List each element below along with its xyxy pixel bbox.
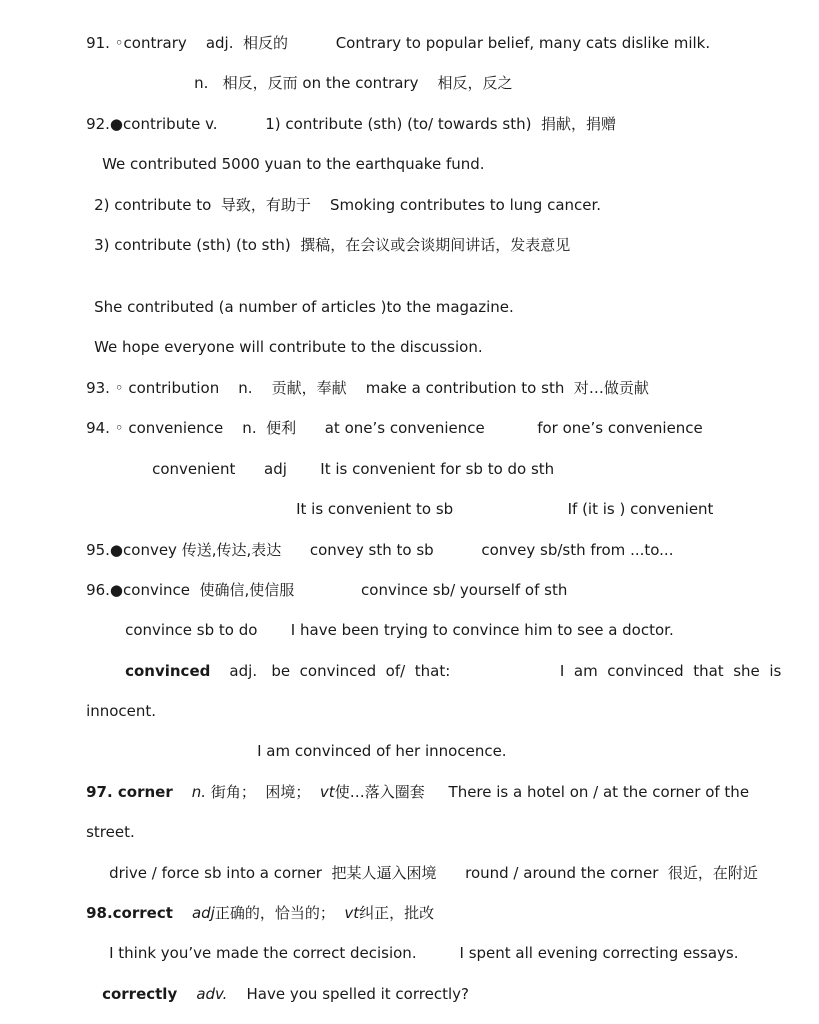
spacer	[173, 783, 192, 801]
line-text: 纠正，批改	[359, 904, 435, 922]
line-text: She contributed (a number of articles )to the magazine.	[94, 298, 514, 316]
entry-97-corner	[67, 762, 749, 822]
line-text: innocent.	[86, 702, 157, 720]
line-text: 94. ◦ convenience n. 便利 at one’s convenience for one’s convenience	[86, 419, 703, 437]
line-text: 95.●convey 传送,传达,表达 convey sth to sb convey sb/sth from ...to...	[86, 541, 674, 559]
line-text: street.	[86, 823, 135, 841]
pos-adv: adv.	[196, 985, 228, 1003]
line-text: 3) contribute (sth) (to sth) 撰稿，在会议或会谈期间讲话，发表意见	[94, 236, 571, 254]
headword-corner: 97. corner	[86, 783, 173, 801]
headword-correct: 98.correct	[86, 904, 173, 922]
pos-vt: vt	[344, 904, 360, 922]
line-text: drive / force sb into a corner 把某人逼入困境 round / around the corner 很近，在附近	[109, 864, 758, 882]
line-text: Have you spelled it correctly?	[227, 985, 469, 1003]
line-text: n. 相反，反而 on the contrary 相反，反之	[194, 74, 513, 92]
entry-96-continuation	[67, 681, 156, 741]
line-text: 街角； 困境；	[206, 783, 320, 801]
line-text: convenient adj It is convenient for sb to do sth	[152, 460, 555, 478]
line-text: 2) contribute to 导致，有助于 Smoking contributes to lung cancer.	[94, 196, 602, 214]
line-text: 93. ◦ contribution n. 贡献，奉献 make a contribution to sth 对…做贡献	[86, 379, 649, 397]
headword-convinced: convinced	[125, 662, 211, 680]
line-text: convince sb to do I have been trying to convince him to see a doctor.	[125, 621, 674, 639]
entry-96-convinced	[106, 641, 781, 701]
line-text: We hope everyone will contribute to the discussion.	[94, 338, 483, 356]
pos-noun: n.	[191, 783, 207, 801]
line-text: 正确的，恰当的；	[214, 904, 345, 922]
line-text: I am convinced of her innocence.	[257, 742, 507, 760]
line-text: 92.●contribute v. 1) contribute (sth) (to/ towards sth) 捐献，捐赠	[86, 115, 616, 133]
entry-92-sense-3	[75, 215, 570, 275]
entry-98-correctly	[83, 964, 469, 1024]
pos-adj: adj	[191, 904, 215, 922]
line-text: We contributed 5000 yuan to the earthquake fund.	[102, 155, 485, 173]
headword-correctly: correctly	[102, 985, 178, 1003]
spacer	[173, 904, 192, 922]
line-text: It is convenient to sb If (it is ) convenient	[296, 500, 714, 518]
line-text: adj. be convinced of/ that: I am convinced that she is	[210, 662, 782, 680]
spacer	[177, 985, 196, 1003]
line-text: 96.●convince 使确信,使信服 convince sb/ yourself of sth	[86, 581, 568, 599]
line-text: 91. ◦contrary adj. 相反的 Contrary to popular belief, many cats dislike milk.	[86, 34, 711, 52]
line-text: I think you’ve made the correct decision. I spent all evening correcting essays.	[109, 944, 739, 962]
line-text: 使…落入圈套 There is a hotel on / at the corner of the	[334, 783, 750, 801]
pos-vt: vt	[319, 783, 335, 801]
